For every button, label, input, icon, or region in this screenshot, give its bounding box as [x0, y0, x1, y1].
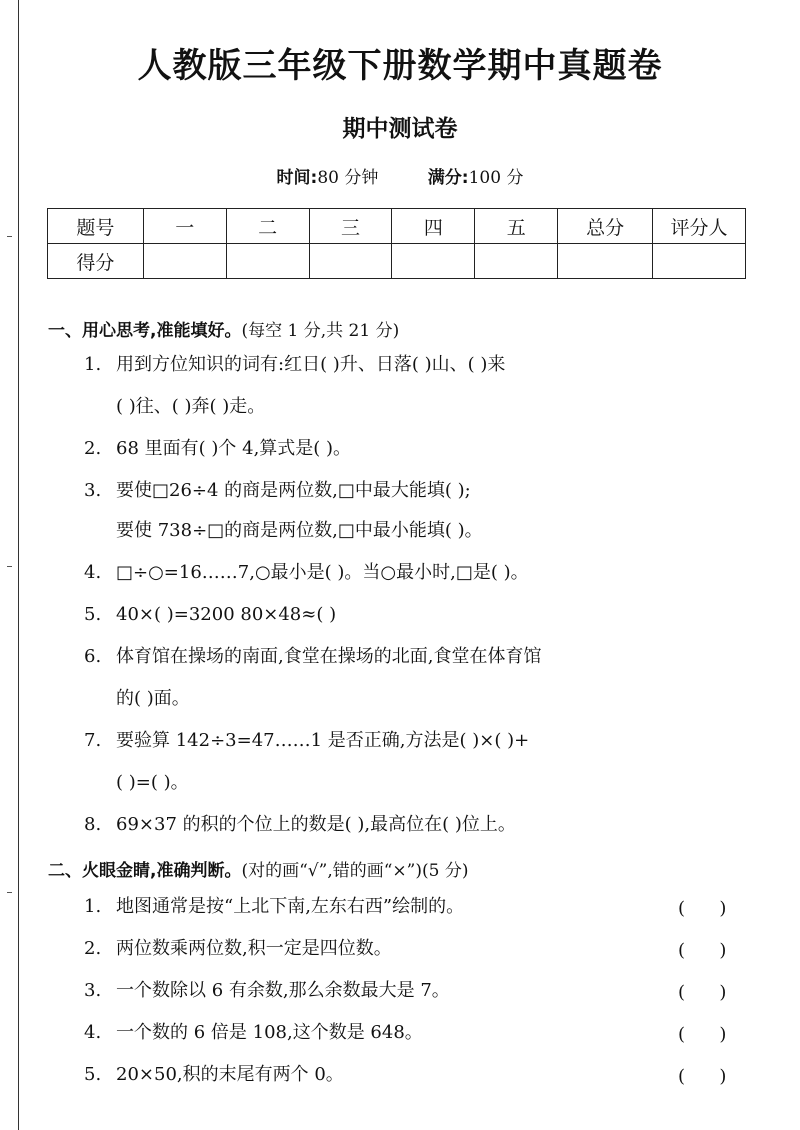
question-number: 2.: [84, 438, 102, 459]
question-text: □÷○=16……7,○最小是( )。当○最小时,□是( )。: [116, 562, 529, 583]
question-number: 1.: [84, 896, 102, 917]
score-cell[interactable]: [558, 244, 653, 279]
question-line: [116, 774, 750, 792]
question-text: 的( )面。: [116, 688, 190, 709]
question-number: 7.: [84, 730, 102, 751]
score-table-header-cell: 一: [143, 209, 226, 244]
question-line: [84, 356, 750, 374]
answer-paren[interactable]: ( ): [678, 898, 727, 919]
judgement-item: [84, 982, 750, 1000]
score-row-label: 得分: [48, 244, 144, 279]
edge-tick: [7, 566, 12, 567]
score-table-header-cell: 总分: [558, 209, 653, 244]
score-table: [47, 208, 746, 279]
question-number: 1.: [84, 354, 102, 375]
exam-title: 人教版三年级下册数学期中真题卷: [137, 46, 663, 86]
score-cell[interactable]: [392, 244, 475, 279]
score-table-header-cell: 题号: [48, 209, 144, 244]
answer-paren[interactable]: ( ): [678, 982, 727, 1003]
score-cell[interactable]: [475, 244, 558, 279]
question-number: 5.: [84, 604, 102, 625]
question-number: 6.: [84, 646, 102, 667]
question-text: 要使□26÷4 的商是两位数,□中最大能填( );: [116, 480, 471, 501]
score-info: [428, 168, 524, 188]
question-line: [84, 816, 750, 834]
question-line: [116, 690, 750, 708]
score-cell[interactable]: [226, 244, 309, 279]
full-score-value: 100 分: [468, 168, 524, 188]
question-line: [84, 648, 750, 666]
question-text: 一个数除以 6 有余数,那么余数最大是 7。: [116, 980, 450, 1001]
score-table-header-cell: 四: [392, 209, 475, 244]
answer-paren[interactable]: ( ): [678, 940, 727, 961]
question-text: ( )往、( )奔( )走。: [116, 396, 266, 417]
question-line: [84, 482, 750, 500]
question-number: 2.: [84, 938, 102, 959]
question-text: 68 里面有( )个 4,算式是( )。: [116, 438, 352, 459]
edge-tick: [7, 236, 12, 237]
question-text: 体育馆在操场的南面,食堂在操场的北面,食堂在体育馆: [116, 646, 542, 667]
question-number: 8.: [84, 814, 102, 835]
question-text: 地图通常是按“上北下南,左东右西”绘制的。: [116, 896, 465, 917]
time-label: 时间:: [276, 168, 318, 188]
score-table-header-cell: 三: [309, 209, 392, 244]
question-text: 40×( )=3200 80×48≈( ): [116, 604, 337, 625]
score-table-header-cell: 二: [226, 209, 309, 244]
score-table-header-cell: 评分人: [653, 209, 746, 244]
answer-paren[interactable]: ( ): [678, 1024, 727, 1045]
question-number: 3.: [84, 980, 102, 1001]
exam-meta: [0, 163, 800, 188]
time-info: [277, 168, 379, 188]
section2-title: 二、火眼金睛,准确判断。: [48, 861, 242, 881]
question-text: ( )=( )。: [116, 772, 189, 793]
section1-title: 一、用心思考,准能填好。: [48, 321, 242, 341]
question-text: 要使 738÷□的商是两位数,□中最小能填( )。: [116, 520, 483, 541]
question-text: 两位数乘两位数,积一定是四位数。: [116, 938, 392, 959]
question-text: 69×37 的积的个位上的数是( ),最高位在( )位上。: [116, 814, 516, 835]
judgement-item: [84, 1024, 750, 1042]
edge-tick: [7, 892, 12, 893]
judgement-item: [84, 1066, 750, 1084]
section1-heading: [48, 316, 399, 341]
question-text: 要验算 142÷3=47……1 是否正确,方法是( )×( )+: [116, 730, 530, 751]
answer-paren[interactable]: ( ): [678, 1066, 727, 1087]
score-cell[interactable]: [653, 244, 746, 279]
section2-note: (对的画“√”,错的画“×”)(5 分): [241, 861, 469, 881]
score-cell[interactable]: [309, 244, 392, 279]
question-text: 一个数的 6 倍是 108,这个数是 648。: [116, 1022, 423, 1043]
question-line: [84, 732, 750, 750]
judgement-item: [84, 940, 750, 958]
section1-note: (每空 1 分,共 21 分): [241, 321, 400, 341]
score-table-header-row: [48, 209, 746, 244]
section2-heading: [48, 856, 468, 881]
exam-subtitle: 期中测试卷: [342, 116, 458, 142]
question-line: [84, 440, 750, 458]
judgement-item: [84, 898, 750, 916]
question-number: 4.: [84, 562, 102, 583]
full-score-label: 满分:: [427, 168, 469, 188]
question-number: 4.: [84, 1022, 102, 1043]
question-number: 3.: [84, 480, 102, 501]
score-table-header-cell: 五: [475, 209, 558, 244]
question-number: 5.: [84, 1064, 102, 1085]
question-text: 20×50,积的末尾有两个 0。: [116, 1064, 344, 1085]
question-line: [116, 522, 750, 540]
question-text: 用到方位知识的词有:红日( )升、日落( )山、( )来: [116, 354, 506, 375]
time-value: 80 分钟: [317, 168, 379, 188]
question-line: [84, 606, 750, 624]
question-line: [84, 564, 750, 582]
score-table-score-row: [48, 244, 746, 279]
score-cell[interactable]: [143, 244, 226, 279]
question-line: [116, 398, 750, 416]
